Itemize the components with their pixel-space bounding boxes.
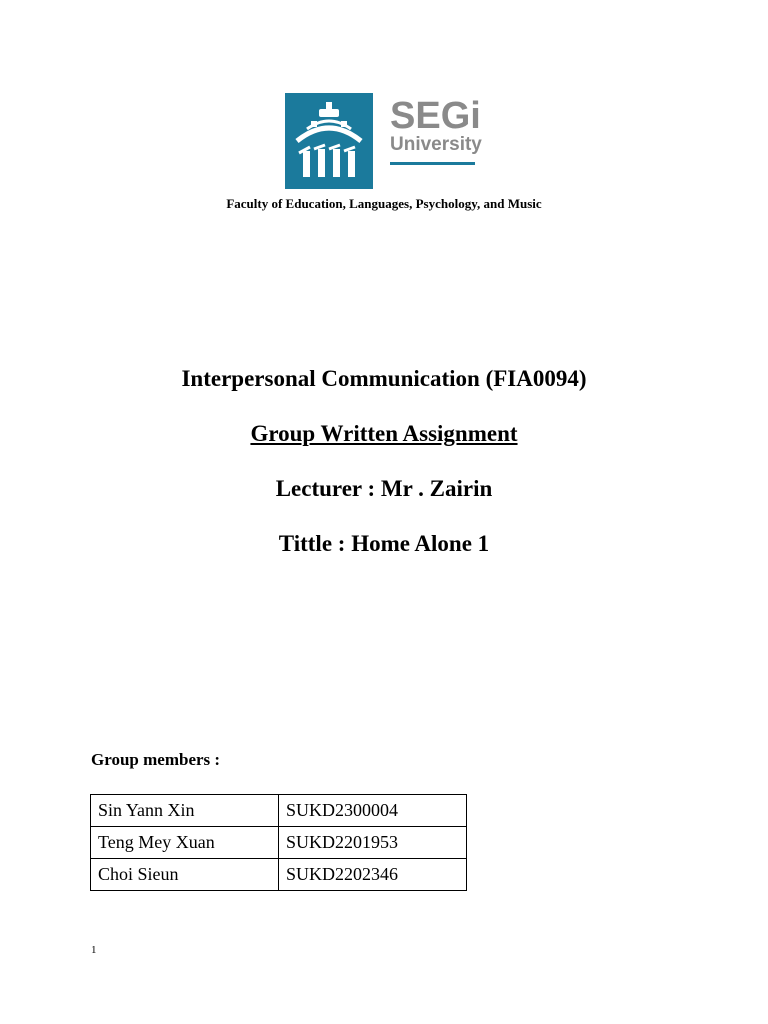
assignment-title: Tittle : Home Alone 1: [278, 531, 490, 556]
members-table: [90, 794, 467, 891]
member-id: SUKD2202346: [279, 859, 467, 891]
member-id: SUKD2201953: [279, 827, 467, 859]
members-label: Group members :: [91, 750, 221, 769]
assignment-heading: Group Written Assignment: [250, 421, 518, 446]
table-row: [91, 795, 467, 827]
table-row: [91, 827, 467, 859]
logo-subtitle: University: [390, 134, 482, 155]
member-name: Choi Sieun: [91, 859, 279, 891]
member-name: Sin Yann Xin: [91, 795, 279, 827]
university-logo: [285, 93, 482, 189]
page-number: 1: [91, 944, 97, 956]
table-row: [91, 859, 467, 891]
logo-brand: SEGi: [390, 95, 481, 137]
member-name: Teng Mey Xuan: [91, 827, 279, 859]
logo-emblem-icon: [285, 93, 373, 189]
logo-text: [390, 95, 482, 155]
logo-underline: [390, 162, 475, 165]
course-title: Interpersonal Communication (FIA0094): [181, 366, 587, 391]
member-id: SUKD2300004: [279, 795, 467, 827]
lecturer-line: Lecturer : Mr . Zairin: [275, 476, 493, 501]
faculty-name: Faculty of Education, Languages, Psychology, and Music: [226, 196, 542, 211]
